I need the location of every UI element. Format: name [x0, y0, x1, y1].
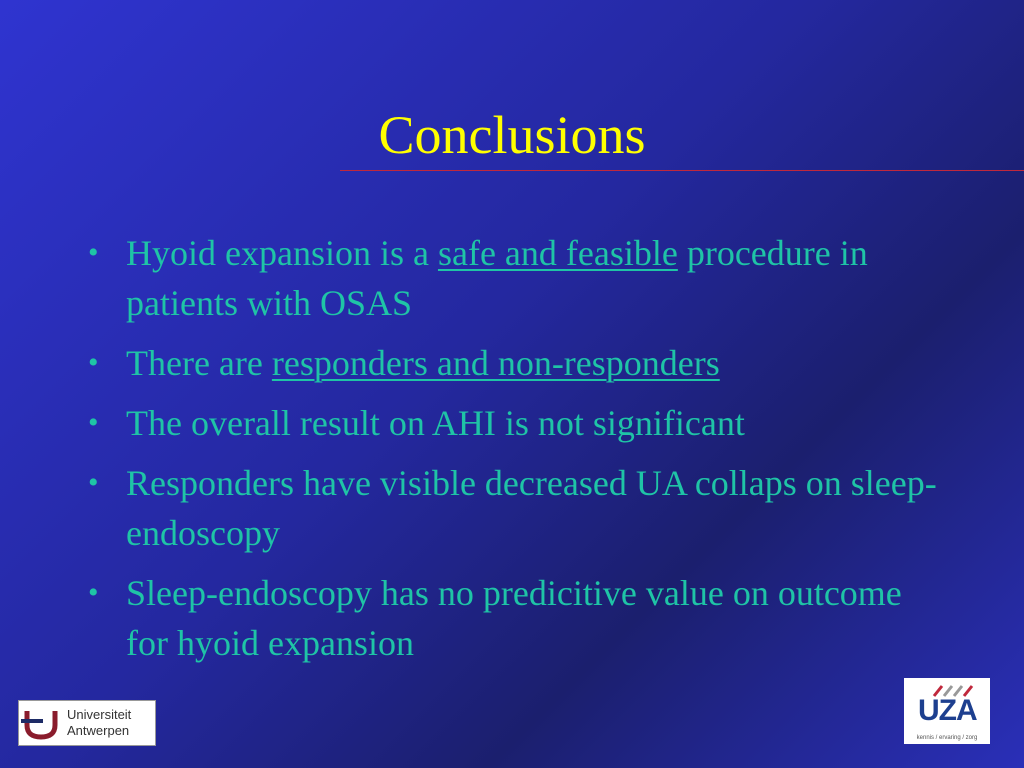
bullet-emphasis: responders and non-responders — [271, 343, 720, 383]
bullet-marker: • — [88, 466, 99, 499]
logo-line-1: Universiteit — [67, 707, 132, 722]
bullet-item-1 — [88, 228, 938, 328]
bullet-text: Hyoid expansion is a — [126, 233, 438, 273]
bullet-text: The overall result on AHI is not significant — [126, 403, 745, 443]
bullet-text: There are — [126, 343, 272, 383]
bullet-text: Sleep-endoscopy has no predicitive value on outcome for hyoid expansion — [126, 573, 902, 663]
title-divider — [340, 170, 1024, 171]
bullet-marker: • — [88, 236, 99, 269]
slide-title: Conclusions — [378, 105, 646, 165]
bullet-emphasis: safe and feasible — [437, 233, 678, 273]
bullet-marker: • — [88, 406, 99, 439]
bullet-item-4 — [88, 458, 938, 558]
bullet-item-3 — [88, 398, 938, 448]
logo-line-2: Antwerpen — [67, 723, 130, 738]
bullet-text: Responders have visible decreased UA collaps on sleep-endoscopy — [126, 463, 937, 553]
bullet-text-cont: procedure in patients with OSAS — [126, 233, 868, 323]
ua-emblem-icon — [19, 701, 65, 745]
bullet-list — [88, 228, 938, 678]
bullet-marker: • — [88, 576, 99, 609]
bullet-item-2 — [88, 338, 938, 388]
bullet-item-5 — [88, 568, 938, 668]
uza-mark: UZA — [918, 694, 977, 727]
uza-logo — [904, 678, 990, 744]
university-antwerpen-logo — [18, 700, 156, 746]
bullet-marker: • — [88, 346, 99, 379]
uza-tagline: kennis / ervaring / zorg — [916, 735, 978, 741]
